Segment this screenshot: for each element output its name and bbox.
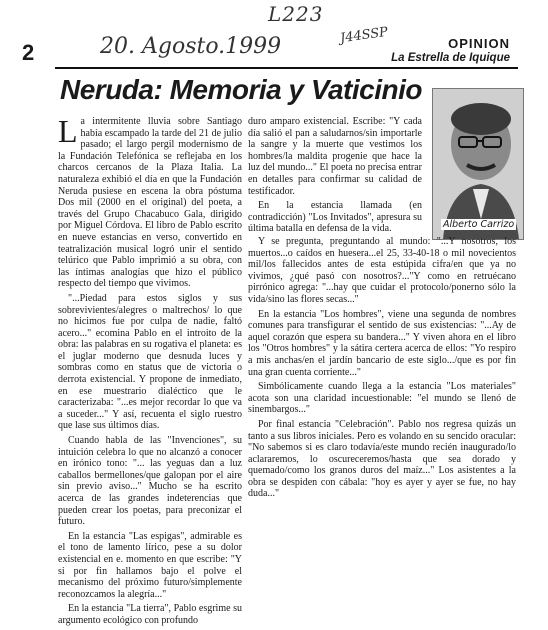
paragraph: Por final estancia "Celebración". Pablo nos regresa quizás un tanto a sus libros iniciales. Pero es volando en su sencido oracular: "No sabemos si es claro todavía/este mundo recién inaugurado/lo aclararemos, lo oscureceremos/hasta que sea dorado y quemado/como los granos duros del maíz..." Los asistentes a la obra se despiden con cábala: "hoy es ayer y ayer se fue, no hay duda...": [248, 418, 516, 500]
header-rule: [55, 67, 518, 69]
article-column-3: [248, 236, 516, 503]
handwritten-number: L223: [268, 2, 324, 26]
page-number: 2: [22, 40, 35, 65]
portrait-illustration: [433, 89, 523, 239]
section-label: OPINION: [448, 36, 510, 51]
drop-cap: L: [58, 113, 78, 149]
paragraph: Y se pregunta, preguntando al mundo: "...Y nosotros, los muertos...o caídos en huesera...el 25, 33-40-18 o mil novecientos mil/los fallecidos antes de esta estúpida cifra/en que ya no vivimos, ¿qué pasó con nosotros?..."Y como en retruécano pirrónico agrega: "...hay que cuidar el protocolo/ponerno sólo la vida/sino las flores secas...": [248, 236, 516, 305]
paragraph: En la estancia "Los hombres", viene una segunda de nombres comunes para transfigurar el sentido de sus existencias: "...Ay de aquel corazón que espera su bandera..." Y viven ahora en el libro los "Otros hombres" y la sátira certera acerca de ellos: "Yo respiro a mis anchas/en el jardín bancario de este siglo.../que es por fin una gran cuenta corriente...": [248, 308, 516, 378]
article-column-2: [248, 116, 422, 238]
paragraph: "...Piedad para estos siglos y sus sobrevivientes/alegres o maltrechos/ lo que no hicimos fue por culpa de nadie, faltó acero..." ecomina Pablo en el introito de la obra: las palabras en su rogativa el planeta: es el juglar moderno que desnuda luces y sombras como en status que de victoria o derrota existencial. Y propone de inmediato, en ese muestrario dialéctico que le caracterizaba: "...es mejor recordar lo que va a suceder..." Y así, recuenta el siglo ruestro que lase sus últimos días.: [58, 292, 242, 432]
paragraph: duro amparo existencial. Escribe: "Y cada día salió el pan a saludarnos/sin importarle la sangre y la muerte que vestimos los hombres/la maldita progenie que hace la luz del mundo..." El poeta no precisa entrar en detalles para confirmar su calidad de testificador.: [248, 116, 422, 197]
photo-caption: Alberto Carrizo: [443, 219, 515, 230]
paragraph: En la estancia "Las espigas", admirable es el tono de lamento lírico, pese a su dolor existencial en e. momento en que escribe: "Y si por fin hallamos bajo el polve el mecanismo del próximo futuro/simplemente reconozcamos la alegría...": [58, 530, 242, 600]
newspaper-name: La Estrella de Iquique: [391, 52, 510, 64]
handwritten-reference: J44SSP: [339, 24, 389, 47]
paragraph: Cuando habla de las "Invenciones", su intuición celebra lo que no alcanzó a conocer en irónico tono: "... las yeguas dan a luz caballos bermellones/que galopan por el aire sin previo aviso..." Mucho se ha escrito acerca de las grandes indeterencias que pueden crear los poetas, para preconizar el futuro.: [58, 435, 242, 528]
paragraph: En la estancia "La tierra", Pablo esgrime su argumento ecológico con profundo: [58, 603, 242, 626]
handwritten-date: 20. Agosto.1999: [100, 34, 282, 59]
paragraph: En la estancia llamada (en contradicción) "Los Invitados", apresura su última batalla en defensa de la vida.: [248, 200, 422, 235]
author-photo: [432, 88, 524, 240]
article-column-1: [58, 113, 242, 630]
article-headline: Neruda: Memoria y Vaticinio: [60, 74, 422, 105]
paragraph: Simbólicamente cuando llega a la estancia "Los materiales" acota son una claridad incuestionable: "el mundo se llenó de sinembargos...": [248, 381, 516, 416]
paragraph: La intermitente lluvia sobre Santiago había escampado la tarde del 21 de julio pasado; el largo pergil modernismo de la Fundación Telefónica se reflejaba en los charcos cercanos de la Plaza Italia. La naturaleza exhibió el día en que la Fundación Neruda pusiese en escena la obra póstuma Dos mil (2000 en el original) del poeta, a través del Grupo Chacabuco Gala, dirigido por Miguel Córdova. El libro de Pablo escrito en nueve estancias en verso, convertido en teatralización musical logró unir el sentido telúrico que Pablo imprimió a su obra, con las íntimas analogías que hizo el público respecto del tiempo que vivimos.: [58, 113, 242, 290]
